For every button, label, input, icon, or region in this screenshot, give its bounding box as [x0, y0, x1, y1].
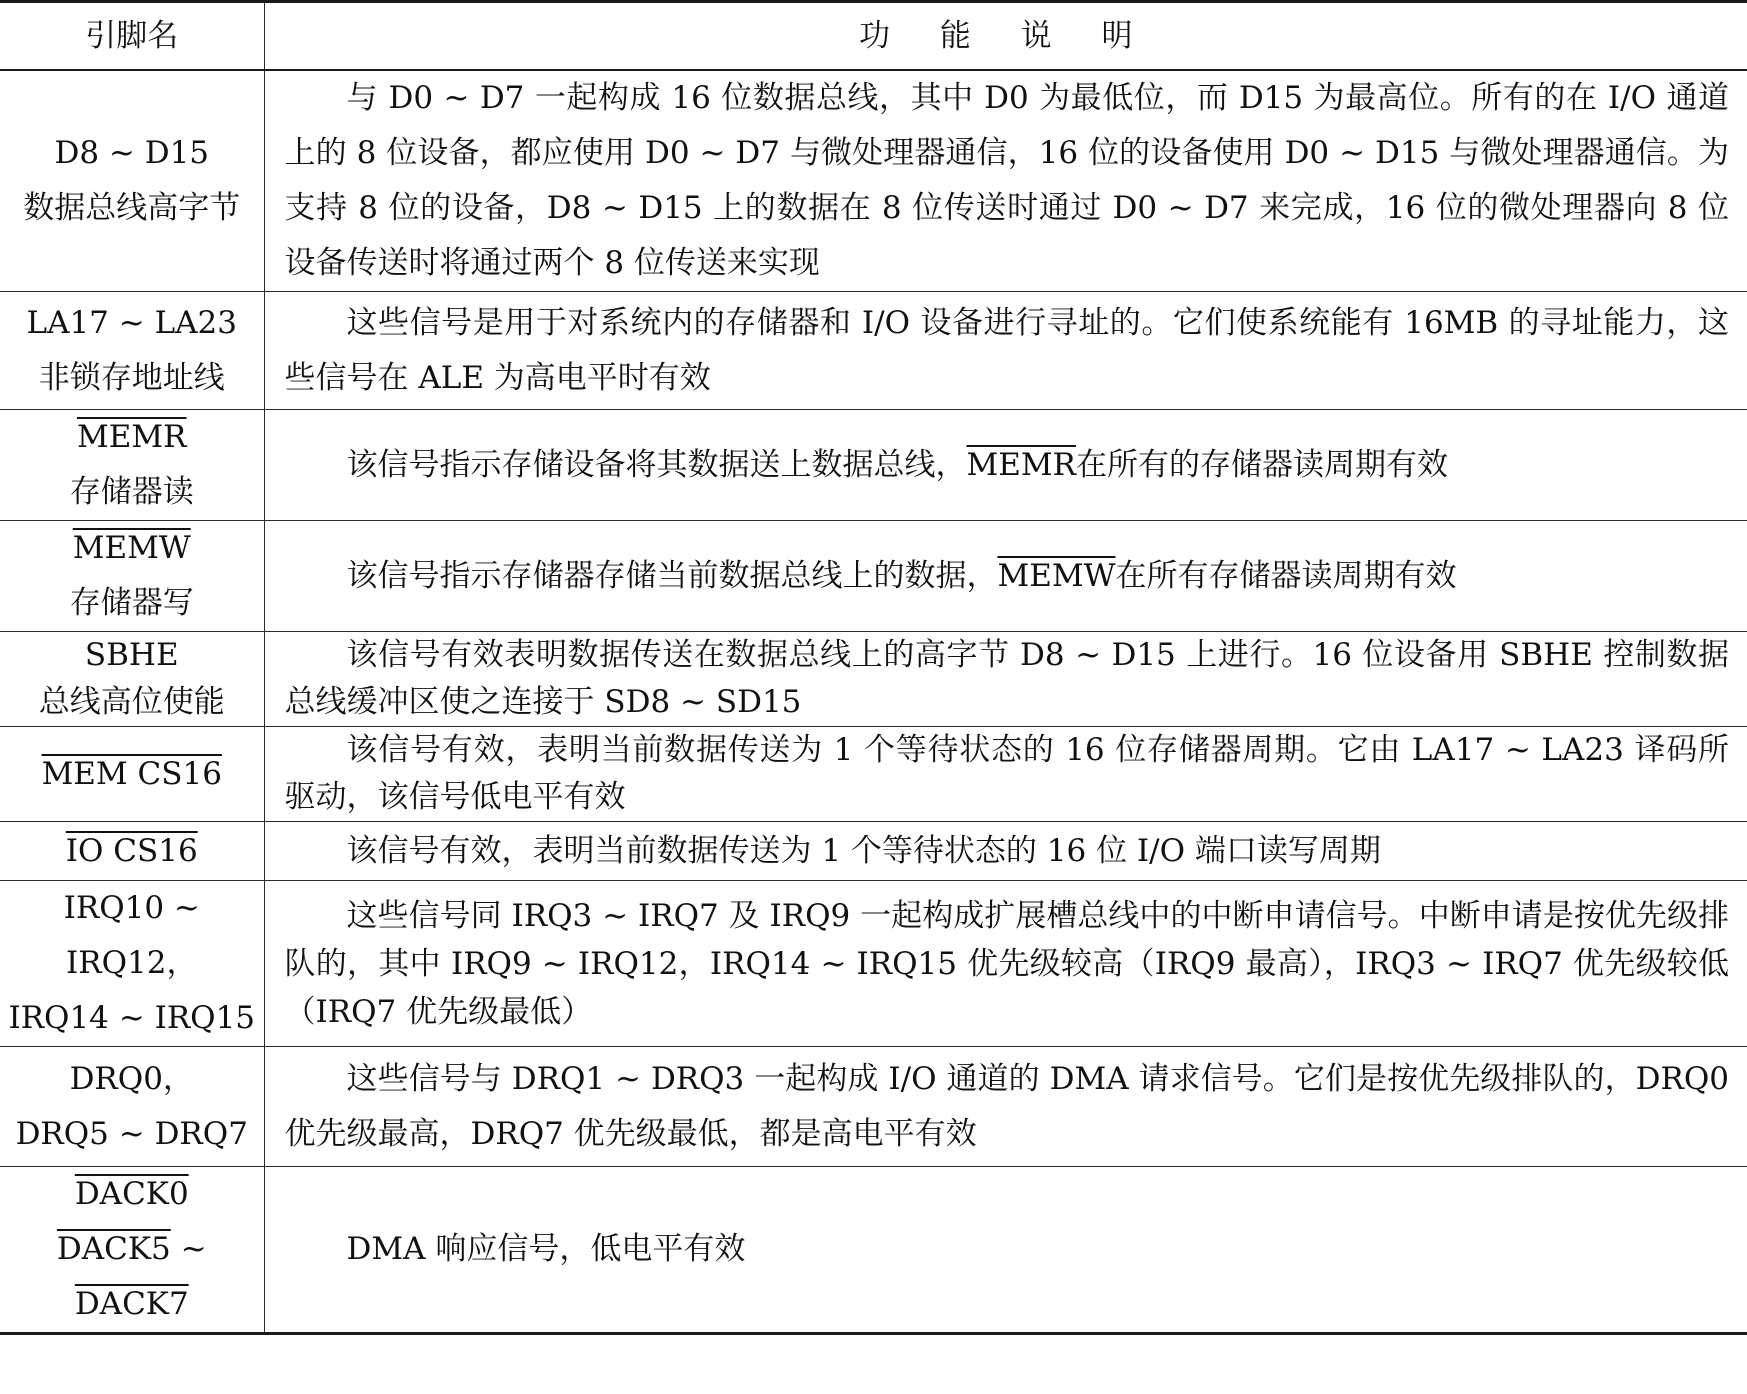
range-separator: ~: [170, 1231, 207, 1267]
pin-cell: [0, 1047, 264, 1167]
table-row: [0, 70, 1747, 292]
pin-signal-active-low: DACK7: [74, 1286, 189, 1322]
pin-label: 存储器读: [69, 474, 194, 510]
description-cell: 这些信号与 DRQ1 ~ DRQ3 一起构成 I/O 通道的 DMA 请求信号。它们是按优先级排队的，DRQ0 优先级最高，DRQ7 优先级最低，都是高电平有效: [284, 1060, 1729, 1152]
pin-signal-active-low: MEMR: [77, 419, 187, 455]
table-row: [0, 410, 1747, 521]
pin-label: 总线高位使能: [38, 684, 225, 720]
table-row: [0, 727, 1747, 822]
description-cell: [264, 410, 1747, 521]
pin-cell: [0, 727, 264, 822]
description-cell: [264, 521, 1747, 632]
pin-signal: D8 ~ D15: [54, 135, 210, 171]
pin-cell: [0, 822, 264, 881]
pin-signal: IRQ14 ~ IRQ15: [8, 1000, 256, 1036]
pin-label: 存储器写: [69, 585, 194, 621]
pin-signal-active-low: IO CS16: [65, 832, 198, 869]
pin-signal-active-low: DACK0: [74, 1176, 189, 1212]
description-cell: 这些信号同 IRQ3 ~ IRQ7 及 IRQ9 一起构成扩展槽总线中的中断申请信号。中断申请是按优先级排队的，其中 IRQ9 ~ IRQ12，IRQ14 ~ IRQ15 优先级较高（IRQ9 最高），IRQ3 ~ IRQ7 优先级较低（IRQ7 优先级最低）: [284, 897, 1729, 1030]
pin-cell: [0, 521, 264, 632]
description-cell: 这些信号是用于对系统内的存储器和 I/O 设备进行寻址的。它们使系统能有 16MB 的寻址能力，这些信号在 ALE 为高电平时有效: [284, 304, 1729, 396]
description-text: 该信号指示存储设备将其数据送上数据总线，: [346, 446, 967, 483]
description-text: 该信号指示存储器存储当前数据总线上的数据，: [346, 557, 998, 594]
table-header-row: [0, 2, 1747, 71]
pin-signal: SBHE: [84, 637, 179, 673]
description-text: 在所有存储器读周期有效: [1115, 557, 1457, 594]
description-cell: 该信号有效，表明当前数据传送为 1 个等待状态的 16 位存储器周期。它由 LA17 ~ LA23 译码所驱动，该信号低电平有效: [284, 732, 1729, 815]
table-row: [0, 822, 1747, 881]
header-pin-name: 引脚名: [0, 2, 264, 71]
table-row: [0, 1167, 1747, 1334]
table-row: [0, 1047, 1747, 1167]
description-signal-active-low: MEMR: [966, 446, 1076, 483]
pin-cell: [0, 70, 264, 292]
table-row: [0, 632, 1747, 727]
pin-cell: [0, 632, 264, 727]
pin-cell: [0, 881, 264, 1047]
pin-signal: DRQ0，: [69, 1060, 194, 1097]
pin-signal-active-low: DACK5: [56, 1231, 171, 1267]
pin-cell: [0, 410, 264, 521]
description-text: 在所有的存储器读周期有效: [1075, 446, 1448, 483]
table-row: [0, 292, 1747, 410]
description-cell: 与 D0 ~ D7 一起构成 16 位数据总线，其中 D0 为最低位，而 D15 为最高位。所有的在 I/O 通道上的 8 位设备，都应使用 D0 ~ D7 与微处理器通信，16 位的设备使用 D0 ~ D15 与微处理器通信。为支持 8 位的设备，D8 ~ D15 上的数据在 8 位传送时通过 D0 ~ D7 来完成，16 位的微处理器向 8 位设备传送时将通过两个 8 位传送来实现: [284, 80, 1729, 281]
description-cell: 该信号有效表明数据传送在数据总线上的高字节 D8 ~ D15 上进行。16 位设备用 SBHE 控制数据总线缓冲区使之连接于 SD8 ~ SD15: [284, 637, 1729, 720]
pin-cell: [0, 1167, 264, 1334]
pin-signal-active-low: MEMW: [72, 530, 191, 566]
description-signal-active-low: MEMW: [997, 557, 1116, 594]
table-row: [0, 881, 1747, 1047]
pin-signal: LA17 ~ LA23: [26, 304, 238, 341]
pin-label: 数据总线高字节: [23, 190, 241, 226]
pin-signal: IRQ10 ~ IRQ12，: [63, 890, 200, 981]
description-cell: 该信号有效，表明当前数据传送为 1 个等待状态的 16 位 I/O 端口读写周期: [346, 832, 1381, 869]
header-function-description: 功 能 说 明: [858, 17, 1153, 54]
description-cell: DMA 响应信号，低电平有效: [346, 1231, 746, 1267]
pin-signal-active-low: MEM CS16: [41, 755, 222, 792]
pin-cell: [0, 292, 264, 410]
pin-signal: DRQ5 ~ DRQ7: [15, 1115, 248, 1152]
pin-label: 非锁存地址线: [38, 359, 225, 396]
table-row: [0, 521, 1747, 632]
